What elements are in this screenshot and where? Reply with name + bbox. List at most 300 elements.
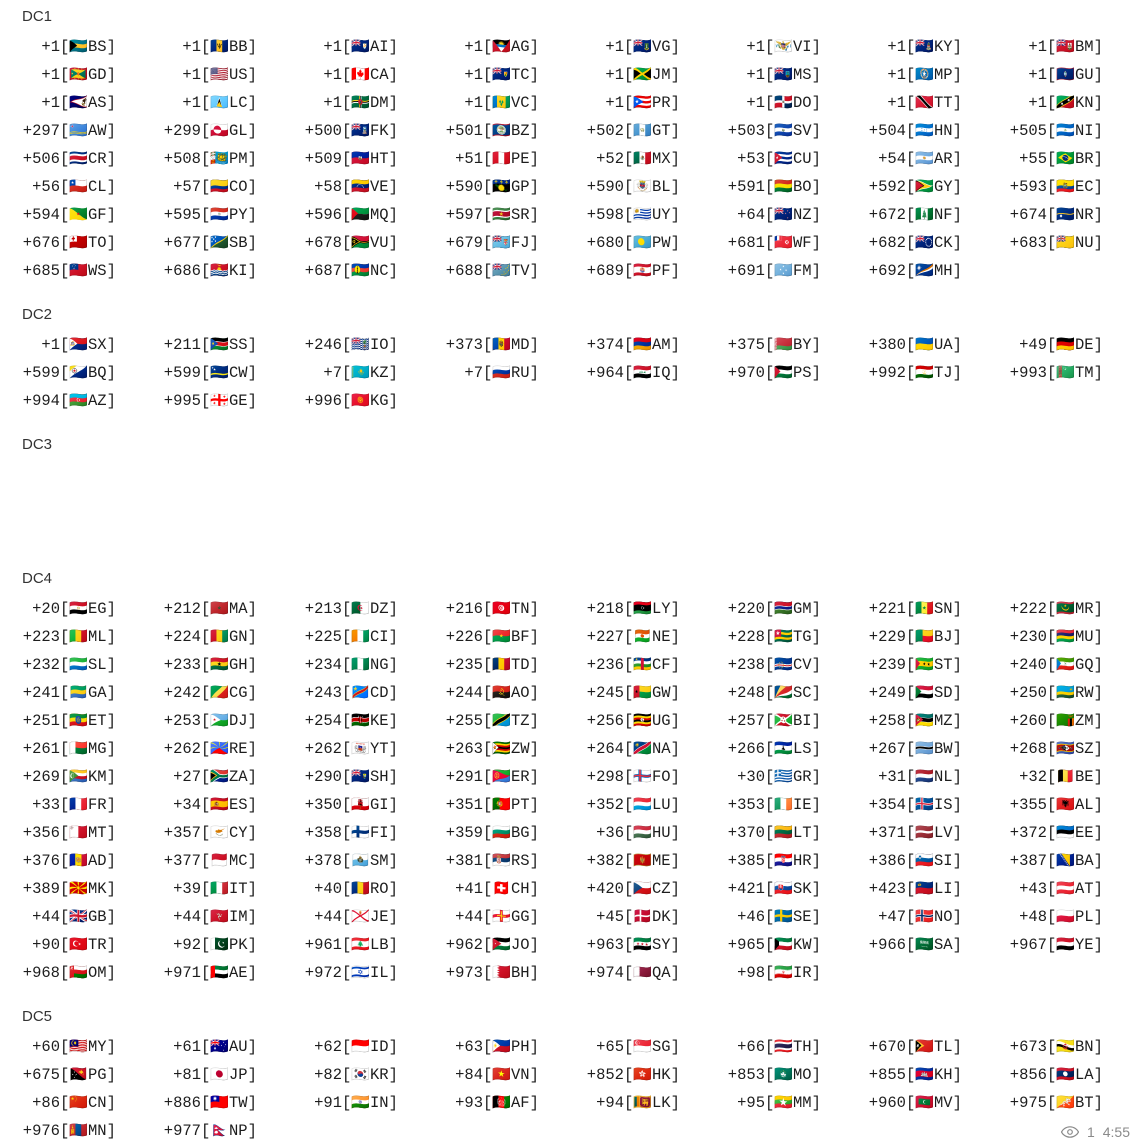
country-code-entry[interactable]	[860, 818, 1001, 846]
country-iso-code: HN	[934, 122, 953, 140]
bracket-close: ]	[1093, 936, 1103, 954]
country-code-entry[interactable]	[296, 762, 437, 790]
country-code-entry[interactable]	[437, 144, 578, 172]
country-code-entry[interactable]	[14, 622, 155, 650]
bracket-open: [	[765, 150, 775, 168]
country-code-entry[interactable]	[296, 144, 437, 172]
flag-icon: 🇷🇸	[492, 851, 511, 869]
country-code-entry[interactable]	[860, 678, 1001, 706]
country-code-entry[interactable]	[437, 256, 578, 284]
country-code-entry[interactable]	[1001, 1088, 1142, 1116]
bracket-close: ]	[1093, 600, 1103, 618]
bracket-open: [	[342, 122, 352, 140]
country-code-entry[interactable]	[14, 358, 155, 386]
country-code-entry[interactable]	[437, 60, 578, 88]
country-code-entry[interactable]	[860, 256, 1001, 284]
flag-icon: 🇵🇾	[210, 205, 229, 223]
country-code-entry[interactable]	[14, 706, 155, 734]
country-code-entry[interactable]	[155, 622, 296, 650]
country-code-entry[interactable]	[296, 706, 437, 734]
country-code-entry[interactable]	[437, 650, 578, 678]
bracket-open: [	[342, 600, 352, 618]
country-code-entry[interactable]	[14, 228, 155, 256]
country-code-entry[interactable]	[719, 1032, 860, 1060]
country-code-entry[interactable]	[296, 930, 437, 958]
country-code-entry[interactable]	[296, 902, 437, 930]
country-code-entry[interactable]	[155, 200, 296, 228]
dial-code: +91	[314, 1094, 342, 1112]
country-code-entry[interactable]	[14, 958, 155, 986]
country-code-entry[interactable]	[719, 958, 860, 986]
country-code-entry[interactable]	[719, 330, 860, 358]
country-code-entry[interactable]	[296, 330, 437, 358]
country-code-entry[interactable]	[719, 172, 860, 200]
country-code-entry[interactable]	[1001, 358, 1142, 386]
country-iso-code: SK	[793, 880, 812, 898]
country-code-entry[interactable]	[14, 116, 155, 144]
country-code-entry[interactable]	[719, 32, 860, 60]
country-code-entry[interactable]	[437, 200, 578, 228]
country-code-entry[interactable]	[14, 256, 155, 284]
country-code-entry[interactable]	[437, 358, 578, 386]
country-code-entry[interactable]	[860, 594, 1001, 622]
country-code-entry[interactable]	[155, 1032, 296, 1060]
country-code-entry[interactable]	[578, 116, 719, 144]
country-code-entry[interactable]	[155, 734, 296, 762]
country-code-entry[interactable]	[1001, 902, 1142, 930]
country-code-entry[interactable]	[860, 1060, 1001, 1088]
country-code-entry[interactable]	[296, 88, 437, 116]
flag-icon: 🇦🇼	[69, 121, 88, 139]
country-code-entry[interactable]	[155, 60, 296, 88]
country-code-entry[interactable]	[719, 256, 860, 284]
country-code-entry[interactable]	[860, 1088, 1001, 1116]
country-code-entry[interactable]	[437, 32, 578, 60]
country-code-entry[interactable]	[155, 330, 296, 358]
country-code-entry[interactable]	[437, 762, 578, 790]
country-code-entry[interactable]	[860, 650, 1001, 678]
country-code-entry[interactable]	[155, 650, 296, 678]
country-code-entry[interactable]	[296, 818, 437, 846]
country-code-entry[interactable]	[719, 594, 860, 622]
dial-code: +595	[163, 206, 201, 224]
country-code-entry[interactable]	[1001, 762, 1142, 790]
country-code-entry[interactable]	[437, 902, 578, 930]
country-code-entry[interactable]	[14, 200, 155, 228]
country-code-entry[interactable]	[14, 678, 155, 706]
country-code-entry[interactable]	[14, 172, 155, 200]
country-code-entry[interactable]	[437, 594, 578, 622]
country-code-entry[interactable]	[578, 256, 719, 284]
country-code-entry[interactable]	[14, 874, 155, 902]
bracket-close: ]	[247, 1066, 257, 1084]
country-code-entry[interactable]	[719, 930, 860, 958]
country-code-entry[interactable]	[296, 386, 437, 414]
country-code-entry[interactable]	[860, 60, 1001, 88]
dial-code: +233	[163, 656, 201, 674]
country-code-entry[interactable]	[155, 1116, 296, 1144]
country-code-entry[interactable]	[296, 256, 437, 284]
country-code-entry[interactable]	[578, 200, 719, 228]
country-code-entry[interactable]	[719, 734, 860, 762]
country-code-entry[interactable]	[296, 678, 437, 706]
country-code-entry[interactable]	[860, 1032, 1001, 1060]
country-code-entry[interactable]	[1001, 874, 1142, 902]
bracket-open: [	[765, 234, 775, 252]
bracket-close: ]	[952, 364, 962, 382]
bracket-open: [	[1047, 740, 1057, 758]
country-code-entry[interactable]	[14, 88, 155, 116]
country-iso-code: MQ	[370, 206, 389, 224]
country-code-entry[interactable]	[719, 902, 860, 930]
country-code-entry[interactable]	[578, 790, 719, 818]
country-code-entry[interactable]	[860, 200, 1001, 228]
country-code-entry[interactable]	[155, 958, 296, 986]
country-code-entry[interactable]	[14, 594, 155, 622]
country-code-entry[interactable]	[1001, 60, 1142, 88]
country-code-entry[interactable]	[1001, 1060, 1142, 1088]
country-code-entry[interactable]	[1001, 650, 1142, 678]
country-code-entry[interactable]	[860, 846, 1001, 874]
country-code-entry[interactable]	[437, 116, 578, 144]
country-code-entry[interactable]	[437, 958, 578, 986]
country-code-entry[interactable]	[860, 734, 1001, 762]
country-iso-code: FJ	[511, 234, 530, 252]
country-iso-code: HK	[652, 1066, 671, 1084]
dial-code: +679	[445, 234, 483, 252]
bracket-open: [	[201, 880, 211, 898]
country-code-entry[interactable]	[437, 818, 578, 846]
country-code-entry[interactable]	[14, 930, 155, 958]
bracket-close: ]	[811, 852, 821, 870]
country-code-entry[interactable]	[437, 734, 578, 762]
country-code-entry[interactable]	[155, 846, 296, 874]
flag-icon: 🇬🇵	[492, 177, 511, 195]
country-code-entry[interactable]	[719, 622, 860, 650]
country-iso-code: KH	[934, 1066, 953, 1084]
country-code-entry[interactable]	[296, 200, 437, 228]
flag-icon: 🇺🇾	[633, 205, 652, 223]
country-code-entry[interactable]	[14, 1060, 155, 1088]
country-code-entry[interactable]	[578, 930, 719, 958]
country-code-entry[interactable]	[1001, 930, 1142, 958]
country-code-entry[interactable]	[296, 1088, 437, 1116]
country-code-entry[interactable]	[296, 116, 437, 144]
country-code-entry[interactable]	[155, 706, 296, 734]
country-code-entry[interactable]	[860, 228, 1001, 256]
country-code-entry[interactable]	[155, 172, 296, 200]
country-code-entry[interactable]	[578, 1060, 719, 1088]
country-code-entry[interactable]	[860, 88, 1001, 116]
country-code-entry[interactable]	[14, 1088, 155, 1116]
country-code-entry[interactable]	[14, 762, 155, 790]
country-code-entry[interactable]	[860, 790, 1001, 818]
country-iso-code: JE	[370, 908, 389, 926]
country-code-entry[interactable]	[155, 790, 296, 818]
bracket-open: [	[483, 824, 493, 842]
country-code-entry[interactable]	[155, 678, 296, 706]
country-code-entry[interactable]	[296, 790, 437, 818]
bracket-open: [	[624, 1066, 634, 1084]
country-code-entry[interactable]	[155, 594, 296, 622]
country-code-entry[interactable]	[860, 762, 1001, 790]
country-code-entry[interactable]	[14, 790, 155, 818]
country-code-entry[interactable]	[719, 228, 860, 256]
country-code-entry[interactable]	[14, 734, 155, 762]
dc-group-title: DC4	[22, 570, 53, 587]
country-code-entry[interactable]	[578, 144, 719, 172]
country-code-entry[interactable]	[296, 650, 437, 678]
country-code-entry[interactable]	[578, 358, 719, 386]
country-code-entry[interactable]	[296, 32, 437, 60]
country-code-entry[interactable]	[14, 1116, 155, 1144]
country-code-entry[interactable]	[860, 622, 1001, 650]
country-code-entry[interactable]	[437, 930, 578, 958]
country-code-entry[interactable]	[155, 1088, 296, 1116]
country-code-entry[interactable]	[296, 228, 437, 256]
country-code-entry[interactable]	[719, 358, 860, 386]
country-code-entry[interactable]	[1001, 330, 1142, 358]
country-code-entry[interactable]	[578, 706, 719, 734]
country-code-entry[interactable]	[155, 386, 296, 414]
country-code-entry[interactable]	[155, 32, 296, 60]
country-code-entry[interactable]	[14, 846, 155, 874]
country-code-entry[interactable]	[578, 734, 719, 762]
country-code-entry[interactable]	[1001, 144, 1142, 172]
country-code-entry[interactable]	[437, 172, 578, 200]
country-code-entry[interactable]	[719, 846, 860, 874]
country-code-entry[interactable]	[1001, 790, 1142, 818]
country-code-entry[interactable]	[1001, 846, 1142, 874]
flag-icon: 🇹🇹	[915, 93, 934, 111]
bracket-close: ]	[106, 628, 116, 646]
country-code-entry[interactable]	[860, 874, 1001, 902]
country-code-entry[interactable]	[155, 930, 296, 958]
country-code-entry[interactable]	[578, 60, 719, 88]
country-code-entry[interactable]	[155, 762, 296, 790]
bracket-close: ]	[952, 206, 962, 224]
country-code-entry[interactable]	[860, 116, 1001, 144]
country-code-entry[interactable]	[578, 228, 719, 256]
country-code-entry[interactable]	[860, 930, 1001, 958]
country-code-entry[interactable]	[719, 1088, 860, 1116]
bracket-open: [	[201, 908, 211, 926]
country-code-entry[interactable]	[860, 358, 1001, 386]
country-code-entry[interactable]	[1001, 228, 1142, 256]
flag-icon: 🇵🇭	[492, 1037, 511, 1055]
flag-icon: 🇲🇭	[915, 261, 934, 279]
country-code-entry[interactable]	[155, 116, 296, 144]
country-iso-code: SM	[370, 852, 389, 870]
country-code-entry[interactable]	[1001, 734, 1142, 762]
flag-icon: 🇹🇼	[210, 1093, 229, 1111]
country-code-entry[interactable]	[14, 902, 155, 930]
country-code-entry[interactable]	[578, 172, 719, 200]
country-code-entry[interactable]	[14, 144, 155, 172]
bracket-close: ]	[1093, 206, 1103, 224]
country-code-entry[interactable]	[296, 358, 437, 386]
flag-icon: 🇧🇾	[774, 335, 793, 353]
country-code-entry[interactable]	[578, 1032, 719, 1060]
country-code-entry[interactable]	[719, 678, 860, 706]
country-code-entry[interactable]	[1001, 116, 1142, 144]
country-code-entry[interactable]	[155, 818, 296, 846]
country-code-entry[interactable]	[719, 60, 860, 88]
dial-code: +27	[173, 768, 201, 786]
country-code-entry[interactable]	[437, 790, 578, 818]
country-code-entry[interactable]	[296, 60, 437, 88]
flag-icon: 🇴🇲	[69, 963, 88, 981]
bracket-close: ]	[388, 656, 398, 674]
country-code-entry[interactable]	[719, 818, 860, 846]
dial-code: +220	[727, 600, 765, 618]
country-code-entry[interactable]	[578, 874, 719, 902]
country-code-entry[interactable]	[155, 902, 296, 930]
country-code-entry[interactable]	[1001, 678, 1142, 706]
country-code-entry[interactable]	[719, 706, 860, 734]
bracket-open: [	[906, 880, 916, 898]
country-code-entry[interactable]	[437, 622, 578, 650]
bracket-open: [	[483, 656, 493, 674]
country-code-entry[interactable]	[578, 88, 719, 116]
country-code-entry[interactable]	[1001, 88, 1142, 116]
flag-icon: 🇰🇲	[69, 767, 88, 785]
country-code-entry[interactable]	[296, 874, 437, 902]
country-code-entry[interactable]	[860, 32, 1001, 60]
country-code-entry[interactable]	[719, 762, 860, 790]
flag-icon: 🇰🇿	[351, 363, 370, 381]
country-code-entry[interactable]	[719, 144, 860, 172]
country-code-entry[interactable]	[1001, 200, 1142, 228]
country-code-entry[interactable]	[860, 706, 1001, 734]
bracket-open: [	[201, 1094, 211, 1112]
country-code-entry[interactable]	[578, 330, 719, 358]
country-code-entry[interactable]	[1001, 818, 1142, 846]
country-code-entry[interactable]	[578, 650, 719, 678]
country-code-entry[interactable]	[860, 144, 1001, 172]
country-code-entry[interactable]	[296, 846, 437, 874]
country-code-entry[interactable]	[719, 1060, 860, 1088]
country-code-entry[interactable]	[578, 902, 719, 930]
dial-code: +1	[605, 38, 624, 56]
country-code-entry[interactable]	[296, 172, 437, 200]
country-code-entry[interactable]	[14, 650, 155, 678]
flag-icon: 🇹🇲	[1056, 363, 1075, 381]
bracket-open: [	[1047, 684, 1057, 702]
country-code-entry[interactable]	[296, 1060, 437, 1088]
flag-icon: 🇧🇼	[915, 739, 934, 757]
country-code-entry[interactable]	[578, 622, 719, 650]
country-code-entry[interactable]	[578, 594, 719, 622]
country-code-entry[interactable]	[14, 60, 155, 88]
country-code-entry[interactable]	[578, 818, 719, 846]
country-iso-code: NZ	[793, 206, 812, 224]
country-code-entry[interactable]	[719, 874, 860, 902]
country-code-entry[interactable]	[437, 706, 578, 734]
country-code-entry[interactable]	[578, 846, 719, 874]
country-code-entry[interactable]	[719, 88, 860, 116]
country-code-entry[interactable]	[155, 256, 296, 284]
flag-icon: 🇫🇯	[492, 233, 511, 251]
country-code-entry[interactable]	[860, 172, 1001, 200]
country-code-entry[interactable]	[578, 678, 719, 706]
country-code-entry[interactable]	[437, 1088, 578, 1116]
bracket-close: ]	[247, 628, 257, 646]
country-code-entry[interactable]	[437, 1060, 578, 1088]
country-code-entry[interactable]	[14, 32, 155, 60]
country-code-entry[interactable]	[296, 958, 437, 986]
flag-icon: 🇱🇨	[210, 93, 229, 111]
country-code-entry[interactable]	[14, 386, 155, 414]
country-code-entry[interactable]	[437, 330, 578, 358]
country-code-entry[interactable]	[296, 1032, 437, 1060]
country-code-entry[interactable]	[1001, 32, 1142, 60]
country-code-entry[interactable]	[437, 874, 578, 902]
country-code-entry[interactable]	[296, 622, 437, 650]
country-code-entry[interactable]	[155, 228, 296, 256]
dc-group	[0, 6, 1144, 284]
country-code-entry[interactable]	[296, 594, 437, 622]
country-code-entry[interactable]	[437, 846, 578, 874]
country-code-entry[interactable]	[155, 874, 296, 902]
bracket-close: ]	[247, 206, 257, 224]
country-code-entry[interactable]	[578, 762, 719, 790]
country-code-entry[interactable]	[437, 1032, 578, 1060]
country-code-entry[interactable]	[155, 1060, 296, 1088]
country-code-entry[interactable]	[1001, 594, 1142, 622]
dial-code: +598	[586, 206, 624, 224]
dial-code: +249	[868, 684, 906, 702]
country-iso-code: SI	[934, 852, 953, 870]
country-code-entry[interactable]	[578, 958, 719, 986]
flag-icon: 🇾🇹	[351, 739, 370, 757]
bracket-open: [	[1047, 122, 1057, 140]
country-iso-code: GT	[652, 122, 671, 140]
country-code-entry[interactable]	[1001, 172, 1142, 200]
country-code-entry[interactable]	[860, 902, 1001, 930]
country-code-entry[interactable]	[437, 228, 578, 256]
country-code-entry[interactable]	[14, 818, 155, 846]
country-code-entry[interactable]	[155, 358, 296, 386]
bracket-open: [	[765, 38, 775, 56]
country-code-entry[interactable]	[719, 650, 860, 678]
country-code-entry[interactable]	[296, 734, 437, 762]
country-code-entry[interactable]	[719, 200, 860, 228]
country-code-entry[interactable]	[578, 32, 719, 60]
country-code-entry[interactable]	[1001, 1032, 1142, 1060]
country-code-entry[interactable]	[155, 144, 296, 172]
country-code-entry[interactable]	[1001, 622, 1142, 650]
country-code-entry[interactable]	[437, 88, 578, 116]
country-code-entry[interactable]	[719, 116, 860, 144]
dial-code: +290	[304, 768, 342, 786]
country-code-entry[interactable]	[155, 88, 296, 116]
country-code-entry[interactable]	[14, 1032, 155, 1060]
country-code-entry[interactable]	[437, 678, 578, 706]
flag-icon: 🇸🇨	[774, 683, 793, 701]
flag-icon: 🇸🇲	[351, 851, 370, 869]
bracket-open: [	[483, 740, 493, 758]
country-iso-code: OM	[88, 964, 107, 982]
country-code-entry[interactable]	[1001, 706, 1142, 734]
country-code-entry[interactable]	[14, 330, 155, 358]
country-code-entry[interactable]	[719, 790, 860, 818]
flag-icon: 🇰🇭	[915, 1065, 934, 1083]
country-code-entry[interactable]	[860, 330, 1001, 358]
bracket-open: [	[1047, 936, 1057, 954]
country-iso-code: BH	[511, 964, 530, 982]
country-code-entry[interactable]	[578, 1088, 719, 1116]
